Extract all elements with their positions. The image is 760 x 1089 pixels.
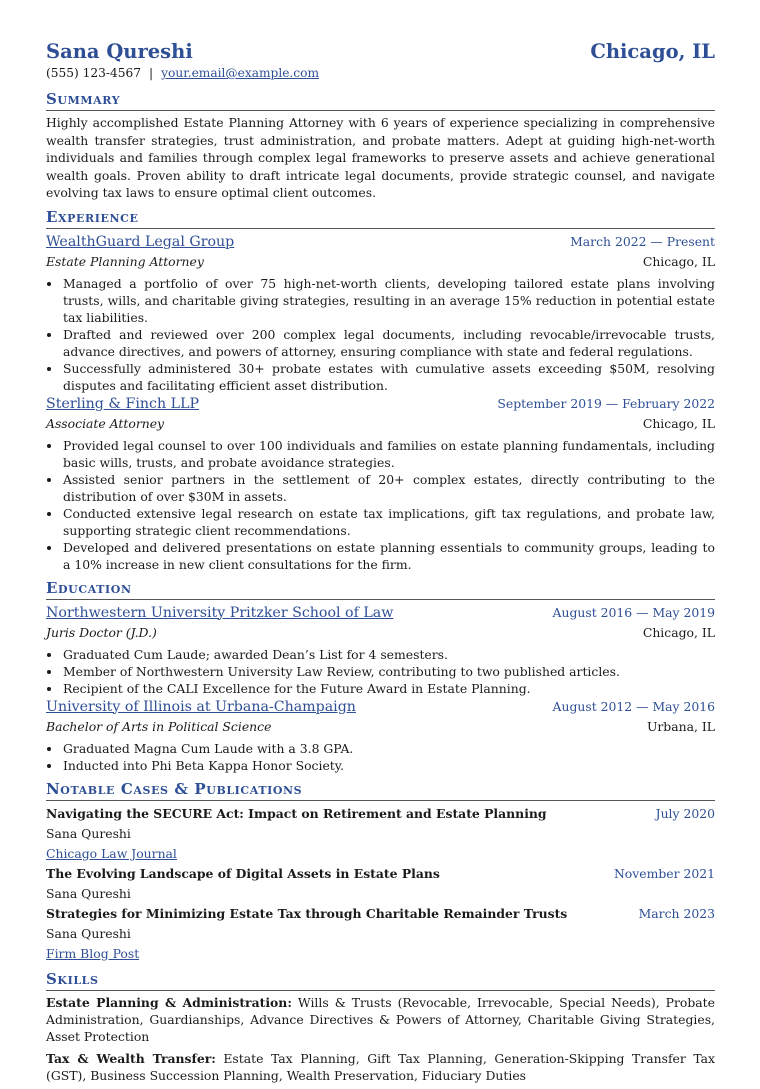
section-title-publications: Notable Cases & Publications bbox=[46, 780, 715, 801]
candidate-name: Sana Qureshi bbox=[46, 40, 193, 63]
summary-text: Highly accomplished Estate Planning Attorney with 6 years of experience specializing in comprehensive wealth transfer strategies, trust administration, and probate matters. Adept at guiding high-net-worth individuals and families through complex legal frameworks to preserve assets and achieve generational wealth goals. Proven ability to draft intricate legal documents, provide strategic counsel, and navigate evolving tax laws to ensure optimal client outcomes. bbox=[46, 115, 715, 200]
school-location: Chicago, IL bbox=[642, 624, 715, 640]
bullet-item: • Graduated Magna Cum Laude with a 3.8 GPA. bbox=[62, 740, 715, 757]
publication-date: March 2023 bbox=[638, 905, 715, 921]
contact-separator: | bbox=[149, 66, 154, 80]
experience-entry bbox=[46, 394, 715, 573]
bullet-item: • Inducted into Phi Beta Kappa Honor Society. bbox=[62, 757, 715, 774]
bullet-item: • Successfully administered 30+ probate estates with cumulative assets exceeding $50M, resolving disputes and facilitating efficient asset distribution. bbox=[62, 360, 715, 394]
skill-group bbox=[46, 1050, 715, 1084]
contact-line bbox=[46, 66, 715, 84]
employer-link[interactable]: WealthGuard Legal Group bbox=[46, 233, 235, 250]
education-bullets bbox=[46, 646, 715, 697]
publication-venue-link[interactable]: Firm Blog Post bbox=[46, 945, 140, 961]
bullet-item: • Provided legal counsel to over 100 individuals and families on estate planning fundamentals, including basic wills, trusts, and probate avoidance strategies. bbox=[62, 437, 715, 471]
job-location: Chicago, IL bbox=[642, 253, 715, 269]
bullet-item: • Drafted and reviewed over 200 complex legal documents, including revocable/irrevocable trusts, advance directives, and powers of attorney, ensuring compliance with state and federal regulations. bbox=[62, 326, 715, 360]
employment-dates: September 2019 — February 2022 bbox=[497, 395, 715, 411]
bullet-item: • Member of Northwestern University Law Review, contributing to two published articles. bbox=[62, 663, 715, 680]
job-location: Chicago, IL bbox=[642, 415, 715, 431]
phone-number: (555) 123-4567 bbox=[46, 66, 142, 80]
degree: Bachelor of Arts in Political Science bbox=[46, 718, 272, 734]
publication-author: Sana Qureshi bbox=[46, 925, 131, 941]
education-dates: August 2016 — May 2019 bbox=[552, 604, 715, 620]
publication-date: November 2021 bbox=[613, 865, 715, 881]
school-link[interactable]: University of Illinois at Urbana-Champaign bbox=[46, 698, 356, 715]
bullet-item: • Developed and delivered presentations on estate planning essentials to community groups, leading to a 10% increase in new client consultations for the firm. bbox=[62, 539, 715, 573]
degree: Juris Doctor (J.D.) bbox=[46, 624, 157, 640]
publication-author: Sana Qureshi bbox=[46, 825, 131, 841]
email-link[interactable]: your.email@example.com bbox=[161, 66, 320, 80]
employment-dates: March 2022 — Present bbox=[570, 233, 715, 249]
education-bullets bbox=[46, 740, 715, 774]
publication-author: Sana Qureshi bbox=[46, 885, 131, 901]
section-title-skills: Skills bbox=[46, 970, 715, 991]
bullet-item: • Managed a portfolio of over 75 high-net-worth clients, developing tailored estate plans involving trusts, wills, and charitable giving strategies, resulting in an average 15% reduction in potential estate tax liabilities. bbox=[62, 275, 715, 326]
publication-entry bbox=[46, 864, 715, 904]
publication-entry bbox=[46, 904, 715, 964]
bullet-item: • Recipient of the CALI Excellence for the Future Award in Estate Planning. bbox=[62, 680, 715, 697]
skill-group bbox=[46, 994, 715, 1045]
education-dates: August 2012 — May 2016 bbox=[552, 698, 715, 714]
bullet-item: • Assisted senior partners in the settlement of 20+ complex estates, directly contributing to the distribution of over $30M in assets. bbox=[62, 471, 715, 505]
publication-entry bbox=[46, 804, 715, 864]
bullet-item: • Conducted extensive legal research on estate tax implications, gift tax regulations, and probate law, supporting strategic client recommendations. bbox=[62, 505, 715, 539]
publication-title: The Evolving Landscape of Digital Assets in Estate Plans bbox=[46, 865, 440, 881]
section-title-experience: Experience bbox=[46, 208, 715, 229]
employer-link[interactable]: Sterling & Finch LLP bbox=[46, 395, 200, 412]
publication-date: July 2020 bbox=[655, 805, 715, 821]
resume-header bbox=[46, 40, 715, 66]
school-location: Urbana, IL bbox=[646, 718, 715, 734]
education-entry bbox=[46, 697, 715, 774]
candidate-location: Chicago, IL bbox=[590, 40, 715, 63]
publication-venue-link[interactable]: Chicago Law Journal bbox=[46, 845, 177, 861]
education-entry bbox=[46, 603, 715, 697]
skill-category: Tax & Wealth Transfer: bbox=[46, 1050, 216, 1066]
resume-page bbox=[46, 40, 715, 1089]
school-link[interactable]: Northwestern University Pritzker School of Law bbox=[46, 604, 394, 621]
experience-entry bbox=[46, 232, 715, 394]
section-title-education: Education bbox=[46, 579, 715, 600]
experience-bullets bbox=[46, 437, 715, 573]
publication-title: Strategies for Minimizing Estate Tax through Charitable Remainder Trusts bbox=[46, 905, 568, 921]
publication-title: Navigating the SECURE Act: Impact on Retirement and Estate Planning bbox=[46, 805, 547, 821]
bullet-item: • Graduated Cum Laude; awarded Dean’s List for 4 semesters. bbox=[62, 646, 715, 663]
skill-list: Wills & Trusts (Revocable, Irrevocable, Special Needs), Probate Administration, Guardianships, Advance Directives & Powers of Attorney, Charitable Giving Strategies, Asset Protection bbox=[46, 994, 715, 1044]
job-title: Associate Attorney bbox=[46, 415, 165, 431]
experience-bullets bbox=[46, 275, 715, 394]
skill-category: Estate Planning & Administration: bbox=[46, 994, 292, 1010]
section-title-summary: Summary bbox=[46, 90, 715, 111]
skill-list: Estate Tax Planning, Gift Tax Planning, Generation-Skipping Transfer Tax (GST), Business Succession Planning, Wealth Preservation, Fiduciary Duties bbox=[46, 1050, 715, 1083]
job-title: Estate Planning Attorney bbox=[46, 253, 204, 269]
